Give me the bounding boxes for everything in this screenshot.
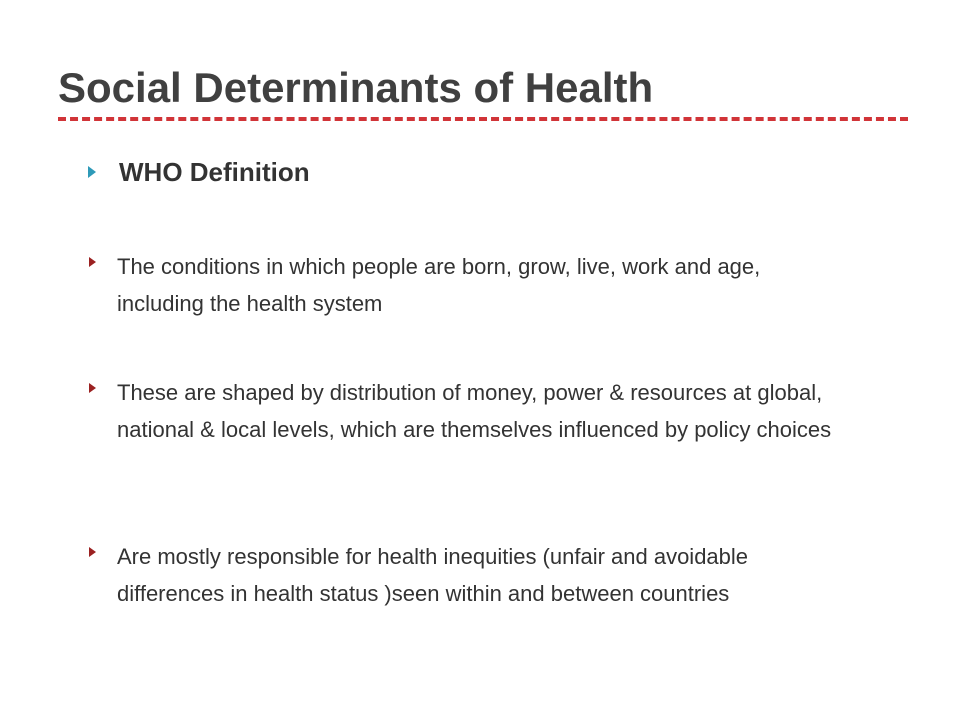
sub-bullet-3-text: Are mostly responsible for health inequities (unfair and avoidable differences in health status )seen within and between countries	[117, 544, 749, 606]
title-dashed-divider	[58, 117, 908, 121]
sub-bullet-1	[89, 248, 849, 322]
slide-title: Social Determinants of Health	[58, 64, 654, 111]
heading-bullet-text: WHO Definition	[119, 157, 310, 187]
sub-bullet-3	[89, 538, 849, 612]
teal-arrow-bullet-icon	[88, 166, 96, 178]
sub-bullet-2-text: These are shaped by distribution of money, power & resources at global, national & local levels, which are themselves influenced by policy choices	[117, 380, 832, 442]
sub-bullet-1-text: The conditions in which people are born, grow, live, work and age, including the health system	[117, 254, 761, 316]
sub-bullet-2	[89, 374, 849, 448]
red-arrow-bullet-icon	[89, 257, 96, 267]
red-arrow-bullet-icon	[89, 547, 96, 557]
red-arrow-bullet-icon	[89, 383, 96, 393]
heading-bullet	[88, 155, 868, 189]
